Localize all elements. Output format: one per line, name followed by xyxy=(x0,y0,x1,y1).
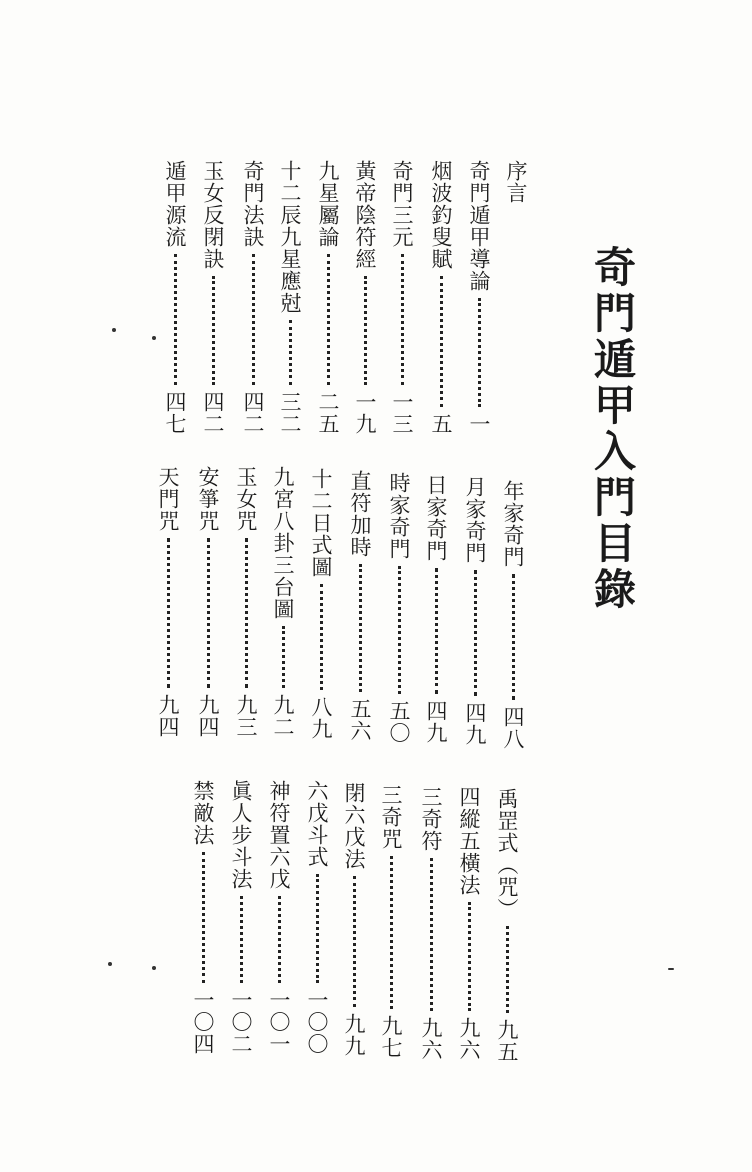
toc-entry-label: 黃帝陰符經 xyxy=(353,160,377,270)
toc-entry[interactable] xyxy=(195,466,221,738)
toc-entry-page: 九六 xyxy=(419,1017,443,1061)
toc-entry-page: 四八 xyxy=(501,706,525,750)
toc-entry[interactable] xyxy=(389,160,415,435)
toc-entry[interactable] xyxy=(428,160,454,435)
toc-entry-page: 一〇四 xyxy=(191,989,215,1055)
toc-entry-label: 九宮八卦三台圖 xyxy=(271,466,295,620)
toc-entry[interactable] xyxy=(341,782,367,1057)
toc-entry-label: 三奇符 xyxy=(419,786,443,852)
leader-dots xyxy=(327,254,330,385)
leader-dots xyxy=(202,852,205,983)
toc-entry[interactable] xyxy=(277,160,303,435)
toc-entry-label: 遁甲源流 xyxy=(163,160,187,248)
toc-entry[interactable] xyxy=(304,780,330,1055)
toc-entry-page: 九七 xyxy=(379,1015,403,1059)
toc-entry[interactable] xyxy=(315,160,341,435)
toc-entry-label: 月家奇門 xyxy=(463,476,487,564)
toc-entry-page: 九二 xyxy=(271,694,295,738)
toc-entry[interactable] xyxy=(162,160,188,435)
toc-entry[interactable] xyxy=(200,160,226,435)
leader-dots xyxy=(167,538,170,688)
scan-speck xyxy=(152,336,156,340)
toc-entry-label: 九星屬論 xyxy=(316,160,340,248)
toc-entry[interactable] xyxy=(378,784,404,1059)
toc-entry[interactable] xyxy=(466,160,492,435)
toc-entry-page: 一三 xyxy=(390,391,414,435)
toc-entry-label: 十二日式圖 xyxy=(309,468,333,578)
toc-entry-page: 九六 xyxy=(457,1017,481,1061)
toc-entry-label: 奇門遁甲導論 xyxy=(467,160,491,292)
toc-entry[interactable] xyxy=(308,468,334,740)
leader-dots xyxy=(478,298,481,407)
toc-entry-label: 玉女咒 xyxy=(234,466,258,532)
toc-entry-page: 九四 xyxy=(196,694,220,738)
toc-entry-page: 四九 xyxy=(463,702,487,746)
toc-entry-label: 閉六戊法 xyxy=(342,782,366,870)
leader-dots xyxy=(359,564,362,692)
toc-entry-page: 九三 xyxy=(234,694,258,738)
leader-dots xyxy=(364,276,367,385)
toc-entry-label: 安箏咒 xyxy=(196,466,220,532)
toc-entry-page: 一〇〇 xyxy=(305,989,329,1055)
toc-entry[interactable] xyxy=(190,780,216,1055)
leader-dots xyxy=(440,276,443,407)
toc-entry-label: 奇門三元 xyxy=(390,160,414,248)
toc-entry-label: 十二辰九星應尅 xyxy=(278,160,302,314)
toc-entry[interactable] xyxy=(494,788,520,1063)
toc-entry-page: 三二 xyxy=(278,391,302,435)
toc-entry-label: 禹罡式（咒） xyxy=(495,788,519,920)
leader-dots xyxy=(207,538,210,688)
leader-dots xyxy=(468,902,471,1011)
toc-entry[interactable] xyxy=(386,472,412,744)
toc-entry-page: 五六 xyxy=(348,698,372,742)
toc-entry-label: 序言 xyxy=(504,160,528,204)
toc-entry-label: 時家奇門 xyxy=(387,472,411,560)
toc-entry[interactable] xyxy=(228,780,254,1055)
leader-dots xyxy=(398,566,401,694)
toc-entry-page: 九五 xyxy=(495,1019,519,1063)
toc-entry-label: 六戊斗式 xyxy=(305,780,329,868)
toc-entry-page: 一〇一 xyxy=(267,989,291,1055)
toc-entry-page: 四二 xyxy=(201,391,225,435)
leader-dots xyxy=(474,570,477,696)
scan-speck xyxy=(668,968,674,970)
leader-dots xyxy=(390,856,393,1009)
toc-entry-label: 玉女反閉訣 xyxy=(201,160,225,270)
toc-entry-page: 五 xyxy=(429,413,453,435)
leader-dots xyxy=(506,926,509,1013)
toc-entry-page: 四七 xyxy=(163,391,187,435)
toc-entry-label: 四縱五橫法 xyxy=(457,786,481,896)
scan-speck xyxy=(112,328,116,332)
toc-entry-page: 四二 xyxy=(241,391,265,435)
toc-entry-label: 眞人步斗法 xyxy=(229,780,253,890)
toc-entry-page: 九九 xyxy=(342,1013,366,1057)
leader-dots xyxy=(289,320,292,385)
leader-dots xyxy=(278,896,281,983)
toc-entry[interactable] xyxy=(462,476,488,746)
scan-speck xyxy=(152,966,156,970)
scan-speck xyxy=(108,962,112,966)
toc-entry-label: 奇門法訣 xyxy=(241,160,265,248)
toc-entry-label: 天門咒 xyxy=(156,466,180,532)
toc-entry-label: 年家奇門 xyxy=(501,480,525,568)
leader-dots xyxy=(174,254,177,385)
toc-entry[interactable] xyxy=(347,470,373,742)
leader-dots xyxy=(401,254,404,385)
leader-dots xyxy=(282,626,285,688)
leader-dots xyxy=(240,896,243,983)
leader-dots xyxy=(435,568,438,694)
toc-entry-page: 一九 xyxy=(353,391,377,435)
leader-dots xyxy=(252,254,255,385)
toc-entry-page: 八九 xyxy=(309,696,333,740)
toc-entry[interactable] xyxy=(270,466,296,738)
toc-entry[interactable] xyxy=(500,480,526,750)
toc-entry-page: 四九 xyxy=(424,700,448,744)
toc-entry-page: 一 xyxy=(467,413,491,435)
toc-entry-page: 九四 xyxy=(156,694,180,738)
leader-dots xyxy=(212,276,215,385)
toc-entry-page: 五〇 xyxy=(387,700,411,744)
leader-dots xyxy=(353,876,356,1007)
toc-entry[interactable] xyxy=(418,786,444,1061)
toc-entry-label: 日家奇門 xyxy=(424,474,448,562)
toc-entry-label: 禁敵法 xyxy=(191,780,215,846)
toc-entry[interactable] xyxy=(352,160,378,435)
toc-entry[interactable] xyxy=(155,466,181,738)
page-title: 奇門遁甲入門目錄 xyxy=(588,245,637,613)
leader-dots xyxy=(245,538,248,688)
leader-dots xyxy=(512,574,515,700)
toc-entry-page: 一〇二 xyxy=(229,989,253,1055)
toc-entry-label: 神符置六戊 xyxy=(267,780,291,890)
toc-entry-label: 烟波釣叟賦 xyxy=(429,160,453,270)
leader-dots xyxy=(316,874,319,983)
toc-entry-label: 直符加時 xyxy=(348,470,372,558)
toc-entry[interactable] xyxy=(240,160,266,435)
toc-entry[interactable] xyxy=(233,466,259,738)
toc-entry-page: 二五 xyxy=(316,391,340,435)
toc-entry[interactable] xyxy=(266,780,292,1055)
toc-entry[interactable] xyxy=(456,786,482,1061)
toc-entry[interactable] xyxy=(503,160,529,240)
toc-entry[interactable] xyxy=(423,474,449,744)
leader-dots xyxy=(320,584,323,690)
toc-entry-label: 三奇咒 xyxy=(379,784,403,850)
leader-dots xyxy=(430,858,433,1011)
